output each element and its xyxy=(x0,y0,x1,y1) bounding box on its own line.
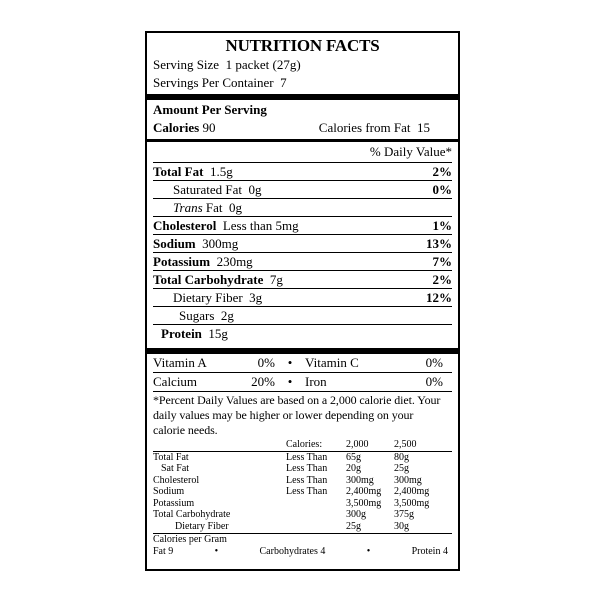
nutrient-dv: 13% xyxy=(426,236,452,251)
nutrient-row xyxy=(153,288,452,306)
thick-divider xyxy=(147,94,458,100)
nutrient-row xyxy=(153,324,452,342)
nutrient-amount: 3g xyxy=(249,290,263,305)
ref-col2: 2,500 xyxy=(394,439,417,450)
cpg-bullet-1: • xyxy=(214,545,219,557)
nutrient-amount: 300mg xyxy=(202,236,239,251)
vitamin-dv: 0% xyxy=(425,374,443,389)
reference-header xyxy=(153,439,452,451)
ref-name: Cholesterol xyxy=(153,474,200,486)
ref-v2: 3,500mg xyxy=(394,497,430,509)
reference-row xyxy=(153,452,452,464)
reference-row xyxy=(153,509,452,521)
nutrient-amount: 230mg xyxy=(216,254,253,269)
nutrient-left xyxy=(173,199,242,216)
nutrient-name-suffix: Fat xyxy=(205,200,223,215)
ref-v2: 25g xyxy=(394,463,409,474)
calories-fat-value: 15 xyxy=(417,120,430,135)
nutrient-row xyxy=(153,180,452,198)
footnote: *Percent Daily Values are based on a 2,000 calorie diet. Your daily values may be higher or lower depending on your calorie needs. xyxy=(153,393,441,437)
servings-per-container: Servings Per Container 7 xyxy=(153,75,287,90)
nutrient-row xyxy=(153,216,452,234)
calories-fat-label: Calories from Fat xyxy=(318,120,411,135)
reference-row xyxy=(153,498,452,510)
ref-qual xyxy=(286,498,346,510)
ref-name: Sodium xyxy=(153,486,185,497)
reference-row xyxy=(153,463,452,475)
nutrient-dv: 12% xyxy=(426,290,452,305)
ref-v1: 65g xyxy=(346,451,361,463)
nutrient-left xyxy=(179,307,234,324)
reference-table xyxy=(153,439,452,451)
ref-name: Potassium xyxy=(153,497,195,509)
ref-name: Dietary Fiber xyxy=(175,520,229,532)
ref-v1: 2,400mg xyxy=(346,486,382,497)
serving-size: Serving Size 1 packet (27g) xyxy=(153,57,301,72)
nutrient-amount: 1.5g xyxy=(209,164,233,179)
ref-qual: Less Than xyxy=(286,451,328,463)
nutrient-amount: Less than 5mg xyxy=(222,218,299,233)
vitamin-name: Calcium xyxy=(153,374,198,389)
nutrient-name: Sodium xyxy=(153,236,196,251)
cpg-fat: Fat 9 xyxy=(153,545,174,557)
nutrient-dv: 0% xyxy=(432,182,452,197)
ref-qual: Less Than xyxy=(286,474,328,486)
ref-qual xyxy=(286,521,346,533)
nutrient-left xyxy=(153,163,233,180)
ref-v2: 80g xyxy=(394,451,409,463)
reference-row xyxy=(153,475,452,487)
cpg-carbs: Carbohydrates 4 xyxy=(259,545,326,557)
reference-row xyxy=(153,486,452,498)
vitamin-row xyxy=(153,354,452,372)
ref-v1: 300g xyxy=(346,509,366,520)
nutrient-list xyxy=(153,162,452,342)
nutrient-name: Total Carbohydrate xyxy=(153,272,264,287)
reference-rows xyxy=(153,452,452,533)
ref-qual: Less Than xyxy=(286,463,328,474)
calories-row xyxy=(153,119,452,137)
ref-name: Total Fat xyxy=(153,451,189,463)
calories-value: 90 xyxy=(202,120,216,135)
dv-header: % Daily Value* xyxy=(369,144,452,159)
vitamin-dv: 0% xyxy=(257,355,275,370)
nutrient-row xyxy=(153,162,452,180)
nutrient-dv: 1% xyxy=(432,218,452,233)
nutrient-left xyxy=(153,253,253,270)
bullet: • xyxy=(287,374,293,389)
ref-v1: 25g xyxy=(346,520,361,532)
nutrient-amount: 0g xyxy=(248,182,262,197)
nutrient-left xyxy=(173,181,261,198)
ref-v2: 30g xyxy=(394,520,409,532)
nutrient-name: Potassium xyxy=(153,254,211,269)
ref-v2: 375g xyxy=(394,509,414,520)
nutrient-dv: 2% xyxy=(432,164,452,179)
ref-col1: 2,000 xyxy=(346,439,369,450)
nutrient-row xyxy=(153,270,452,288)
label-title: NUTRITION FACTS xyxy=(225,36,380,55)
nutrient-name: Cholesterol xyxy=(153,218,217,233)
ref-v2: 300mg xyxy=(394,474,422,486)
nutrient-amount: 15g xyxy=(208,326,228,341)
nutrient-amount: 0g xyxy=(229,200,243,215)
nutrient-row xyxy=(153,198,452,216)
nutrient-name: Dietary Fiber xyxy=(173,290,243,305)
ref-name: Total Carbohydrate xyxy=(153,509,231,520)
calories-fat xyxy=(319,119,452,137)
nutrient-left xyxy=(161,325,228,342)
nutrient-name: Saturated Fat xyxy=(173,182,242,197)
ref-v2: 2,400mg xyxy=(394,486,430,497)
nutrient-dv: 2% xyxy=(432,272,452,287)
nutrient-name: Trans xyxy=(173,200,203,215)
nutrition-facts-label xyxy=(145,31,460,571)
amount-per-serving: Amount Per Serving xyxy=(153,102,267,117)
ref-v1: 300mg xyxy=(346,474,374,486)
nutrient-row xyxy=(153,252,452,270)
ref-name: Sat Fat xyxy=(161,463,190,474)
nutrient-name: Protein xyxy=(161,326,202,341)
vitamin-name: Vitamin A xyxy=(153,355,207,370)
nutrient-left xyxy=(153,271,283,288)
cpg-bullet-2: • xyxy=(366,545,371,557)
nutrient-amount: 2g xyxy=(220,308,234,323)
ref-calories-label: Calories: xyxy=(286,439,323,450)
calories-label: Calories xyxy=(153,120,200,135)
vitamin-list xyxy=(153,354,452,391)
vitamin-name: Iron xyxy=(305,374,327,389)
vitamin-dv: 20% xyxy=(251,374,275,389)
vitamin-name: Vitamin C xyxy=(305,355,359,370)
nutrient-row xyxy=(153,234,452,252)
ref-v1: 20g xyxy=(346,463,361,474)
cpg-protein: Protein 4 xyxy=(411,545,448,557)
nutrient-name: Total Fat xyxy=(153,164,204,179)
calories-per-gram-row xyxy=(153,546,452,558)
nutrient-left xyxy=(173,289,262,306)
calories-left xyxy=(153,119,215,137)
ref-v1: 3,500mg xyxy=(346,497,382,509)
vitamin-row xyxy=(153,372,452,391)
nutrient-left xyxy=(153,217,299,234)
ref-qual xyxy=(286,509,346,521)
nutrient-row xyxy=(153,306,452,324)
thin-divider xyxy=(153,391,452,392)
vitamin-dv: 0% xyxy=(425,355,443,370)
bullet: • xyxy=(287,355,293,370)
reference-row xyxy=(153,521,452,533)
nutrient-name: Sugars xyxy=(179,308,215,323)
nutrient-dv: 7% xyxy=(432,254,452,269)
nutrient-left xyxy=(153,235,238,252)
ref-qual: Less Than xyxy=(286,486,328,497)
nutrient-amount: 7g xyxy=(269,272,283,287)
calories-per-gram-label: Calories per Gram xyxy=(153,534,227,545)
